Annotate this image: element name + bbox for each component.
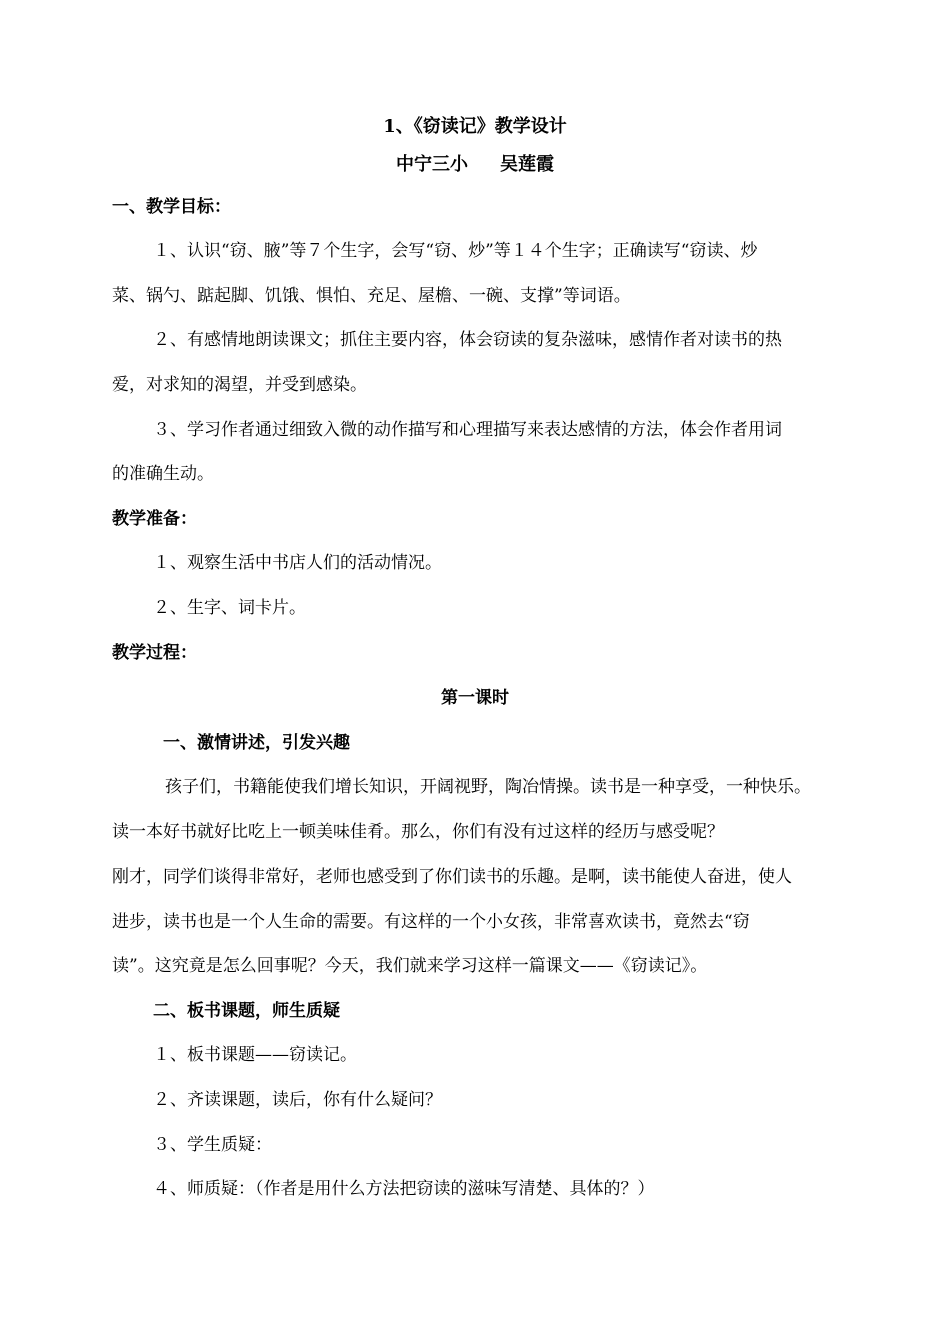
- objective-2-line-2: 爱，对求知的渴望，并受到感染。: [112, 375, 367, 395]
- preparation-item-2: ２、生字、词卡片。: [153, 598, 306, 618]
- paragraph-2-line-3: 读”。这究竟是怎么回事呢？今天，我们就来学习这样一篇课文——《窃读记》。: [112, 956, 708, 976]
- objective-2-line-1: ２、有感情地朗读课文；抓住主要内容，体会窃读的复杂滋味，感情作者对读书的热: [153, 330, 782, 350]
- school-name: 中宁三小: [396, 154, 468, 175]
- section-heading-objectives: 一、教学目标：: [112, 197, 231, 217]
- paragraph-2-line-1: 刚才，同学们谈得非常好，老师也感受到了你们读书的乐趣。是啊，读书能使人奋进，使人: [112, 867, 792, 887]
- section-heading-preparation: 教学准备：: [112, 509, 197, 529]
- preparation-item-1: １、观察生活中书店人们的活动情况。: [153, 553, 442, 573]
- objective-3-line-2: 的准确生动。: [112, 464, 214, 484]
- section-heading-process: 教学过程：: [112, 643, 197, 663]
- part-2-heading: 二、板书课题，师生质疑: [153, 1001, 340, 1021]
- author-name: 吴莲霞: [500, 154, 554, 175]
- paragraph-1-line-2: 读一本好书就好比吃上一顿美味佳肴。那么，你们有没有过这样的经历与感受呢？: [112, 822, 724, 842]
- question-item-2: ２、齐读课题，读后，你有什么疑问？: [153, 1090, 442, 1110]
- paragraph-2-line-2: 进步，读书也是一个人生命的需要。有这样的一个小女孩，非常喜欢读书，竟然去“窃: [112, 912, 750, 932]
- document-title: 1、《窃读记》教学设计: [383, 116, 567, 137]
- author-line: [0, 153, 950, 177]
- paragraph-1-line-1: 孩子们，书籍能使我们增长知识，开阔视野，陶冶情操。读书是一种享受，一种快乐。: [165, 777, 811, 797]
- objective-1-line-2: 菜、锅勺、踮起脚、饥饿、惧怕、充足、屋檐、一碗、支撑”等词语。: [112, 286, 631, 306]
- question-item-1: １、板书课题——窃读记。: [153, 1045, 357, 1065]
- lesson-heading: 第一课时: [441, 688, 509, 708]
- question-item-4: ４、师质疑：（作者是用什么方法把窃读的滋味写清楚、具体的？）: [153, 1179, 655, 1199]
- objective-1-line-1: １、认识“窃、腋”等７个生字，会写“窃、炒”等１４个生字；正确读写“窃读、炒: [153, 241, 758, 261]
- objective-3-line-1: ３、学习作者通过细致入微的动作描写和心理描写来表达感情的方法，体会作者用词: [153, 420, 782, 440]
- part-1-heading: 一、激情讲述，引发兴趣: [163, 733, 350, 753]
- question-item-3: ３、学生质疑：: [153, 1135, 272, 1155]
